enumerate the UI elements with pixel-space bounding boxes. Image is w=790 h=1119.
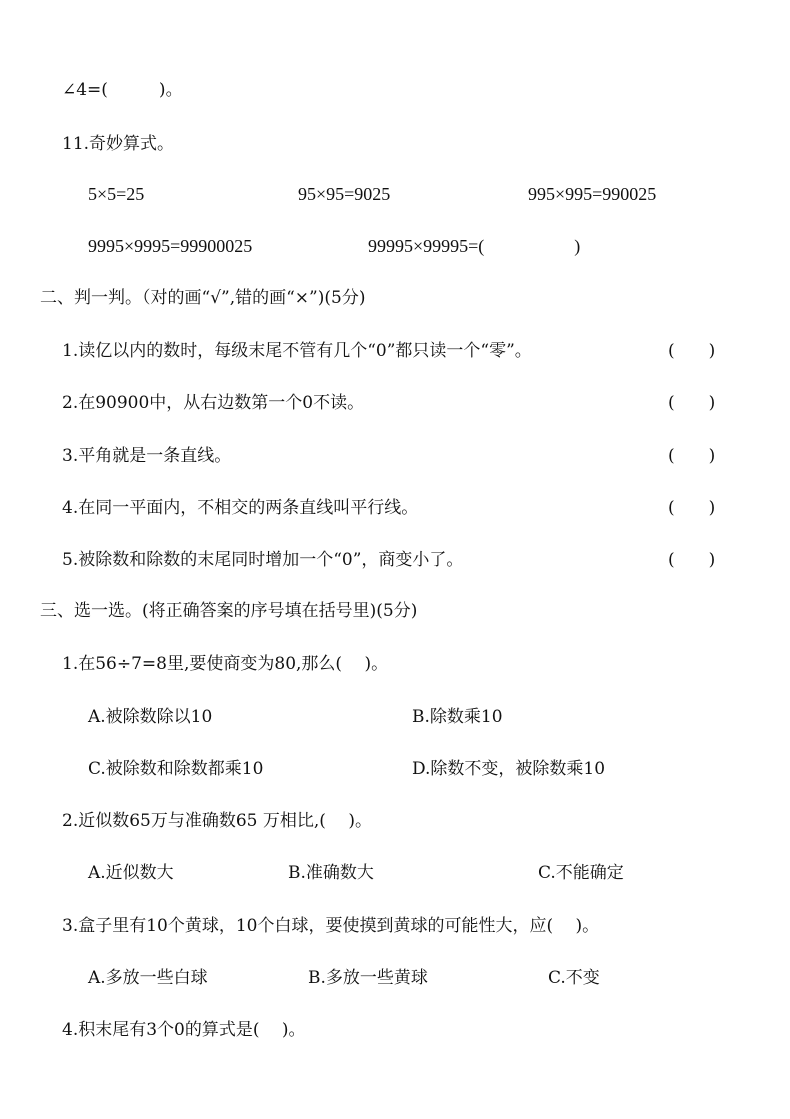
judge-answer-paren-1[interactable]: ( ) [668, 341, 716, 361]
choice-q2-option-b: B.准确数大 [288, 863, 374, 883]
section2-heading: 二、判一判。（对的画“√”,错的画“×”)(5分) [40, 288, 366, 308]
q11-title: 11.奇妙算式。 [62, 134, 175, 154]
judge-item-4: 4.在同一平面内，不相交的两条直线叫平行线。 [62, 498, 419, 518]
choice-q2-stem: 2.近似数65万与准确数65 万相比,( )。 [62, 811, 372, 831]
choice-q1-option-b: B.除数乘10 [412, 707, 503, 727]
q11-equation-1: 5×5=25 [88, 184, 145, 204]
q11-equation-4: 9995×9995=99900025 [88, 236, 253, 256]
choice-q1-option-d: D.除数不变，被除数乘10 [412, 759, 606, 779]
choice-q3-stem: 3.盒子里有10个黄球，10个白球，要使摸到黄球的可能性大，应( )。 [62, 916, 600, 936]
choice-q3-option-a: A.多放一些白球 [88, 968, 208, 988]
judge-item-2: 2.在90900中，从右边数第一个0不读。 [62, 393, 365, 413]
judge-answer-paren-4[interactable]: ( ) [668, 498, 716, 518]
choice-q1-option-a: A.被除数除以10 [88, 707, 213, 727]
choice-q1-stem: 1.在56÷7=8里,要使商变为80,那么( )。 [62, 654, 389, 674]
judge-item-3: 3.平角就是一条直线。 [62, 446, 232, 466]
choice-q3-option-b: B.多放一些黄球 [308, 968, 428, 988]
choice-q2-option-a: A.近似数大 [88, 863, 174, 883]
judge-answer-paren-5[interactable]: ( ) [668, 550, 716, 570]
choice-q3-option-c: C.不变 [548, 968, 600, 988]
choice-q4-stem: 4.积末尾有3个0的算式是( )。 [62, 1020, 306, 1040]
judge-item-5: 5.被除数和除数的末尾同时增加一个“0”，商变小了。 [62, 550, 464, 570]
choice-q1-option-c: C.被除数和除数都乘10 [88, 759, 264, 779]
q10-tail: ∠4=( )。 [62, 80, 183, 100]
choice-q2-option-c: C.不能确定 [538, 863, 624, 883]
judge-answer-paren-2[interactable]: ( ) [668, 393, 716, 413]
judge-answer-paren-3[interactable]: ( ) [668, 446, 716, 466]
q11-equation-2: 95×95=9025 [298, 184, 391, 204]
q11-equation-5: 99995×99995=( ) [368, 236, 581, 256]
judge-item-1: 1.读亿以内的数时，每级末尾不管有几个“0”都只读一个“零”。 [62, 341, 532, 361]
q11-equation-3: 995×995=990025 [528, 184, 657, 204]
section3-heading: 三、选一选。(将正确答案的序号填在括号里)(5分) [40, 601, 418, 621]
